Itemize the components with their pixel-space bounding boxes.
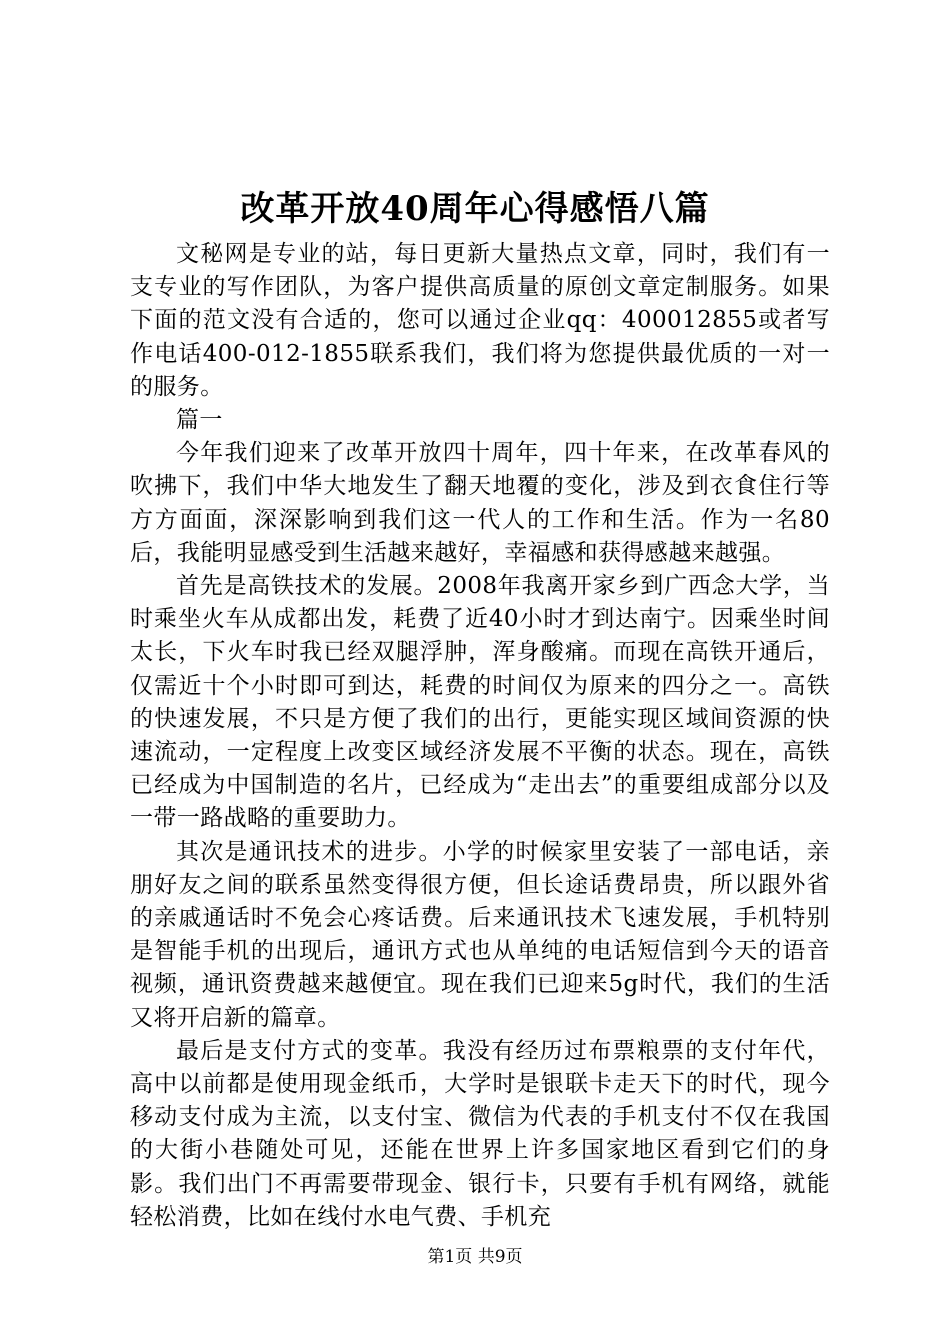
body-paragraph: 今年我们迎来了改革开放四十周年，四十年来，在改革春风的吹拂下，我们中华大地发生了翻天地覆的变化，涉及到衣食住行等方方面面，深深影响到我们这一代人的工作和生活。作为一名80后，我能明显感受到生活越来越好，幸福感和获得感越来越强。 [130,440,830,566]
document-title: 改革开放40周年心得感悟八篇 [240,189,710,229]
section-heading: 篇一 [176,407,223,434]
intro-paragraph: 文秘网是专业的站，每日更新大量热点文章，同时，我们有一支专业的写作团队，为客户提供高质量的原创文章定制服务。如果下面的范文没有合适的，您可以通过企业qq：400012855或者写作电话400-012-1855联系我们，我们将为您提供最优质的一对一的服务。 [130,241,830,400]
body-paragraph: 首先是高铁技术的发展。2008年我离开家乡到广西念大学，当时乘坐火车从成都出发，耗费了近40小时才到达南宁。因乘坐时间太长，下火车时我已经双腿浮肿，浑身酸痛。而现在高铁开通后，仅需近十个小时即可到达，耗费的时间仅为原来的四分之一。高铁的快速发展，不只是方便了我们的出行，更能实现区域间资源的快速流动，一定程度上改变区域经济发展不平衡的状态。现在，高铁已经成为中国制造的名片，已经成为“走出去”的重要组成部分以及一带一路战略的重要助力。 [130,573,830,832]
body-paragraph: 其次是通讯技术的进步。小学的时候家里安装了一部电话，亲朋好友之间的联系虽然变得很方便，但长途话费昂贵，所以跟外省的亲戚通话时不免会心疼话费。后来通讯技术飞速发展，手机特别是智能手机的出现后，通讯方式也从单纯的电话短信到今天的语音视频，通讯资费越来越便宜。现在我们已迎来5g时代，我们的生活又将开启新的篇章。 [130,838,830,1031]
page-number-footer: 第1页 共9页 [427,1247,523,1267]
body-paragraph: 最后是支付方式的变革。我没有经历过布票粮票的支付年代，高中以前都是使用现金纸币，大学时是银联卡走天下的时代，现今移动支付成为主流，以支付宝、微信为代表的手机支付不仅在我国的大街小巷随处可见，还能在世界上许多国家地区看到它们的身影。我们出门不再需要带现金、银行卡，只要有手机有网络，就能轻松消费，比如在线付水电气费、手机充 [130,1037,830,1230]
document-body [130,238,830,1234]
